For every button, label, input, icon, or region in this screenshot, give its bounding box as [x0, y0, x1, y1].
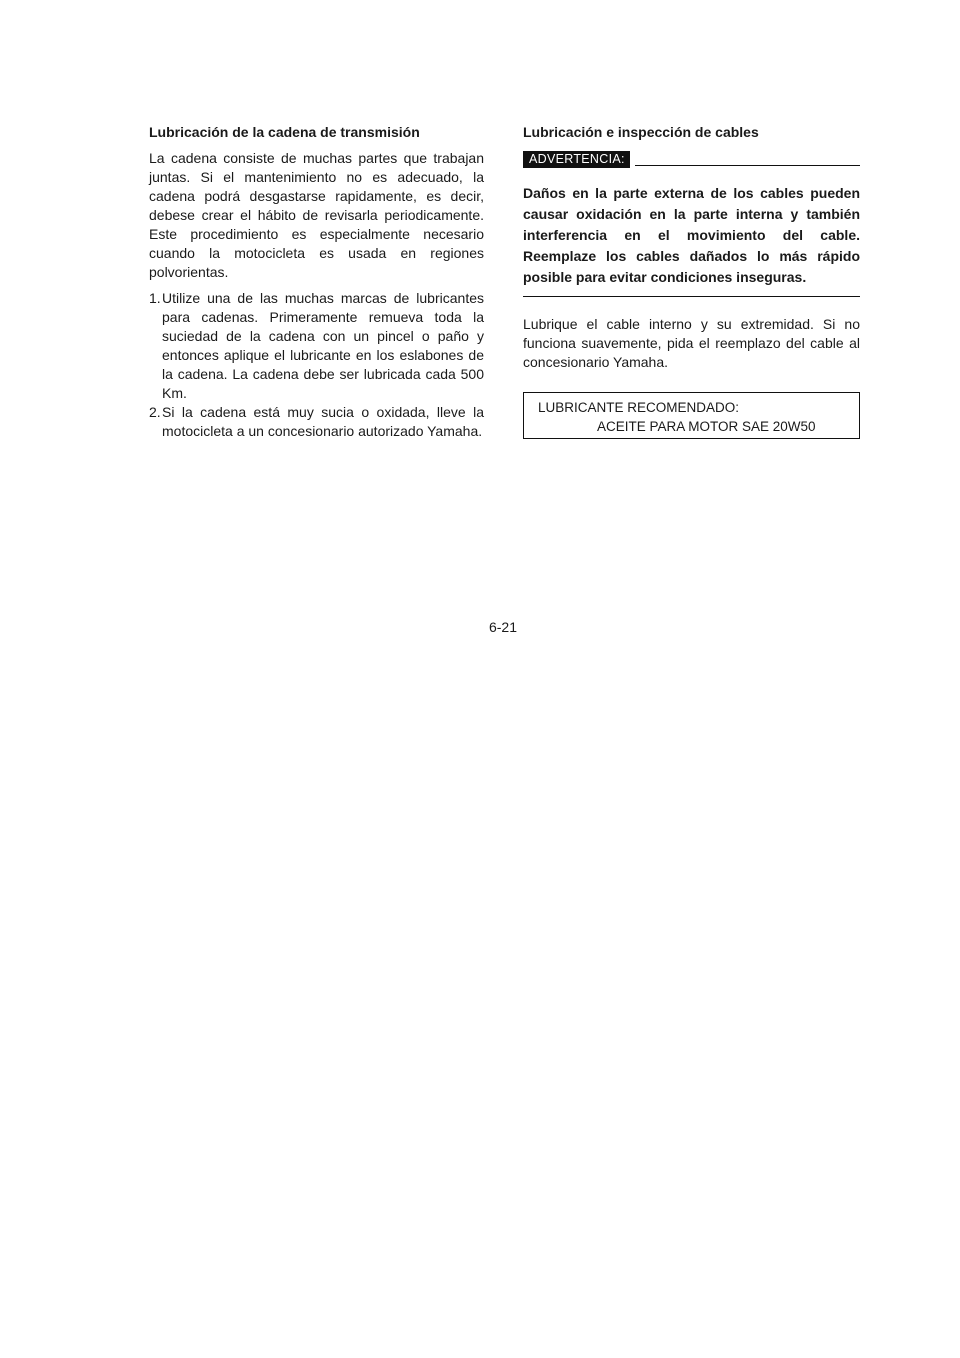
page-number: 6-21: [488, 619, 518, 635]
list-item-number: 2.: [149, 404, 161, 420]
chain-intro-paragraph: La cadena consiste de muchas partes que trabajan juntas. Si el mantenimiento no es adecuado, la cadena podrá desgastarse rapidamente, es decir, debese crear el hábito de revisarla periodicamente. Este procedimiento es especialmente necesario cuando la motocicleta es usada en regiones polvorientas.: [149, 150, 484, 280]
chain-steps-list: [149, 289, 484, 441]
list-item: [149, 403, 484, 441]
list-item-text: Utilize una de las muchas marcas de lubricantes para cadenas. Primeramente remueva toda la suciedad de la cadena con un pincel o paño y entonces aplique el lubricante en los eslabones de la cadena. La cadena debe ser lubricada cada 500 Km.: [162, 290, 484, 401]
chain-lubrication-heading: Lubricación de la cadena de transmisión: [149, 124, 420, 140]
cable-instructions-paragraph: Lubrique el cable interno y su extremidad. Si no funciona suavemente, pida el reemplazo del cable al concesionario Yamaha.: [523, 316, 860, 370]
warning-header: [523, 149, 860, 171]
warning-badge: ADVERTENCIA:: [523, 151, 630, 168]
right-column: [523, 123, 860, 439]
list-item-text: Si la cadena está muy sucia o oxidada, lleve la motocicleta a un concesionario autorizado Yamaha.: [162, 404, 484, 439]
lubricant-value: ACEITE PARA MOTOR SAE 20W50: [597, 419, 816, 434]
list-item-number: 1.: [149, 290, 161, 306]
lubricant-label: LUBRICANTE RECOMENDADO:: [538, 400, 740, 415]
cable-lubrication-heading: Lubricación e inspección de cables: [523, 124, 759, 140]
warning-text: Daños en la parte externa de los cables pueden causar oxidación en la parte interna y también interferencia en el movimiento del cable. Reemplaze los cables dañados lo más rápido posible para evitar condiciones inseguras.: [523, 185, 860, 285]
list-item: [149, 289, 484, 403]
left-column: [149, 123, 484, 441]
warning-end-divider: [523, 296, 860, 297]
recommended-lubricant-box: [523, 392, 860, 439]
warning-divider: [635, 165, 860, 166]
